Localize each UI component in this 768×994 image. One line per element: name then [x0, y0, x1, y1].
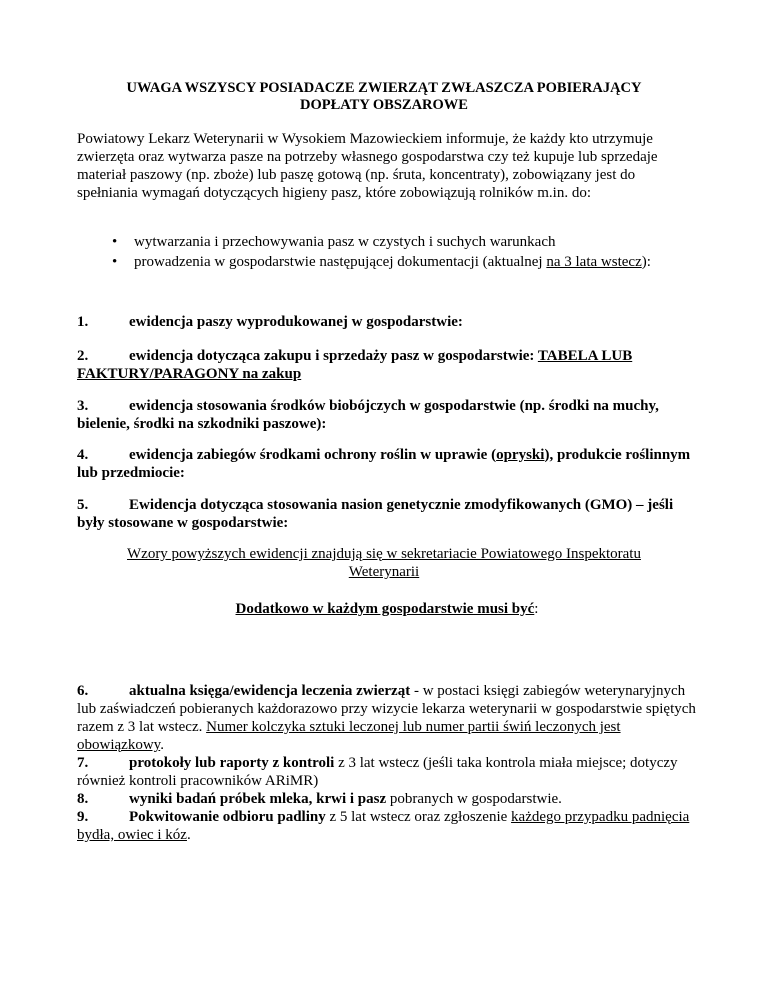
bullet-icon: •: [112, 234, 118, 250]
item-3: 3. ewidencja stosowania środków biobójczych w gospodarstwie (np. środki na muchy, bielenie, środki na szkodniki paszowe):: [77, 398, 659, 432]
item-1: 1. ewidencja paszy wyprodukowanej w gospodarstwie:: [77, 314, 463, 330]
item-4: 4. ewidencja zabiegów środkami ochrony roślin w uprawie (opryski), produkcie roślinnym lub przedmiocie:: [77, 447, 691, 481]
additional-heading: Dodatkowo w każdym gospodarstwie musi być:: [235, 601, 539, 617]
item-7: 7. protokoły lub raporty z kontroli z 3 lat wstecz (jeśli taka kontrola miała miejsce; dotyczy również kontroli pracowników ARiMR): [77, 755, 678, 789]
intro-paragraph: Powiatowy Lekarz Weterynarii w Wysokiem Mazowieckiem informuje, że każdy kto utrzymuje zwierzęta oraz wytwarza pasze na potrzeby własnego gospodarstwa czy też kupuje lub sprzedaje materiał paszowy (np. zboże) lub paszę gotową (np. śruta, koncentraty), zobowiązany jest do spełniania wymagań dotyczących higieny pasz, które zobowiązują rolników m.in. do:: [77, 131, 658, 201]
item-9: 9. Pokwitowanie odbioru padliny z 5 lat wstecz oraz zgłoszenie każdego przypadku padnięcia bydła, owiec i kóz.: [77, 809, 690, 843]
list-item: • wytwarzania i przechowywania pasz w czystych i suchych warunkach: [112, 234, 556, 250]
item-2: 2. ewidencja dotycząca zakupu i sprzedaży pasz w gospodarstwie: TABELA LUB FAKTURY/PARAGONY na zakup: [77, 348, 633, 382]
item-5: 5. Ewidencja dotycząca stosowania nasion genetycznie zmodyfikowanych (GMO) – jeśli były stosowane w gospodarstwie:: [77, 497, 674, 531]
bullet-icon: •: [112, 254, 118, 270]
item-6: 6. aktualna księga/ewidencja leczenia zwierząt - w postaci księgi zabiegów weterynaryjnych lub zaświadczeń pobieranych każdorazowo przy wizycie lekarza weterynarii w gospodarstwie spiętych razem z 3 lat wstecz. Numer kolczyka sztuki leczonej lub numer partii świń leczonych jest obowiązkowy.: [77, 683, 696, 753]
templates-note: Wzory powyższych ewidencji znajdują się w sekretariacie Powiatowego Inspektoratu Weterynarii: [127, 546, 641, 580]
document-title: UWAGA WSZYSCY POSIADACZE ZWIERZĄT ZWŁASZCZA POBIERAJĄCY DOPŁATY OBSZAROWE: [126, 80, 642, 113]
list-item: • prowadzenia w gospodarstwie następującej dokumentacji (aktualnej na 3 lata wstecz):: [112, 254, 651, 270]
item-8: 8. wyniki badań próbek mleka, krwi i pasz pobranych w gospodarstwie.: [77, 791, 562, 807]
requirements-list: [77, 232, 717, 272]
